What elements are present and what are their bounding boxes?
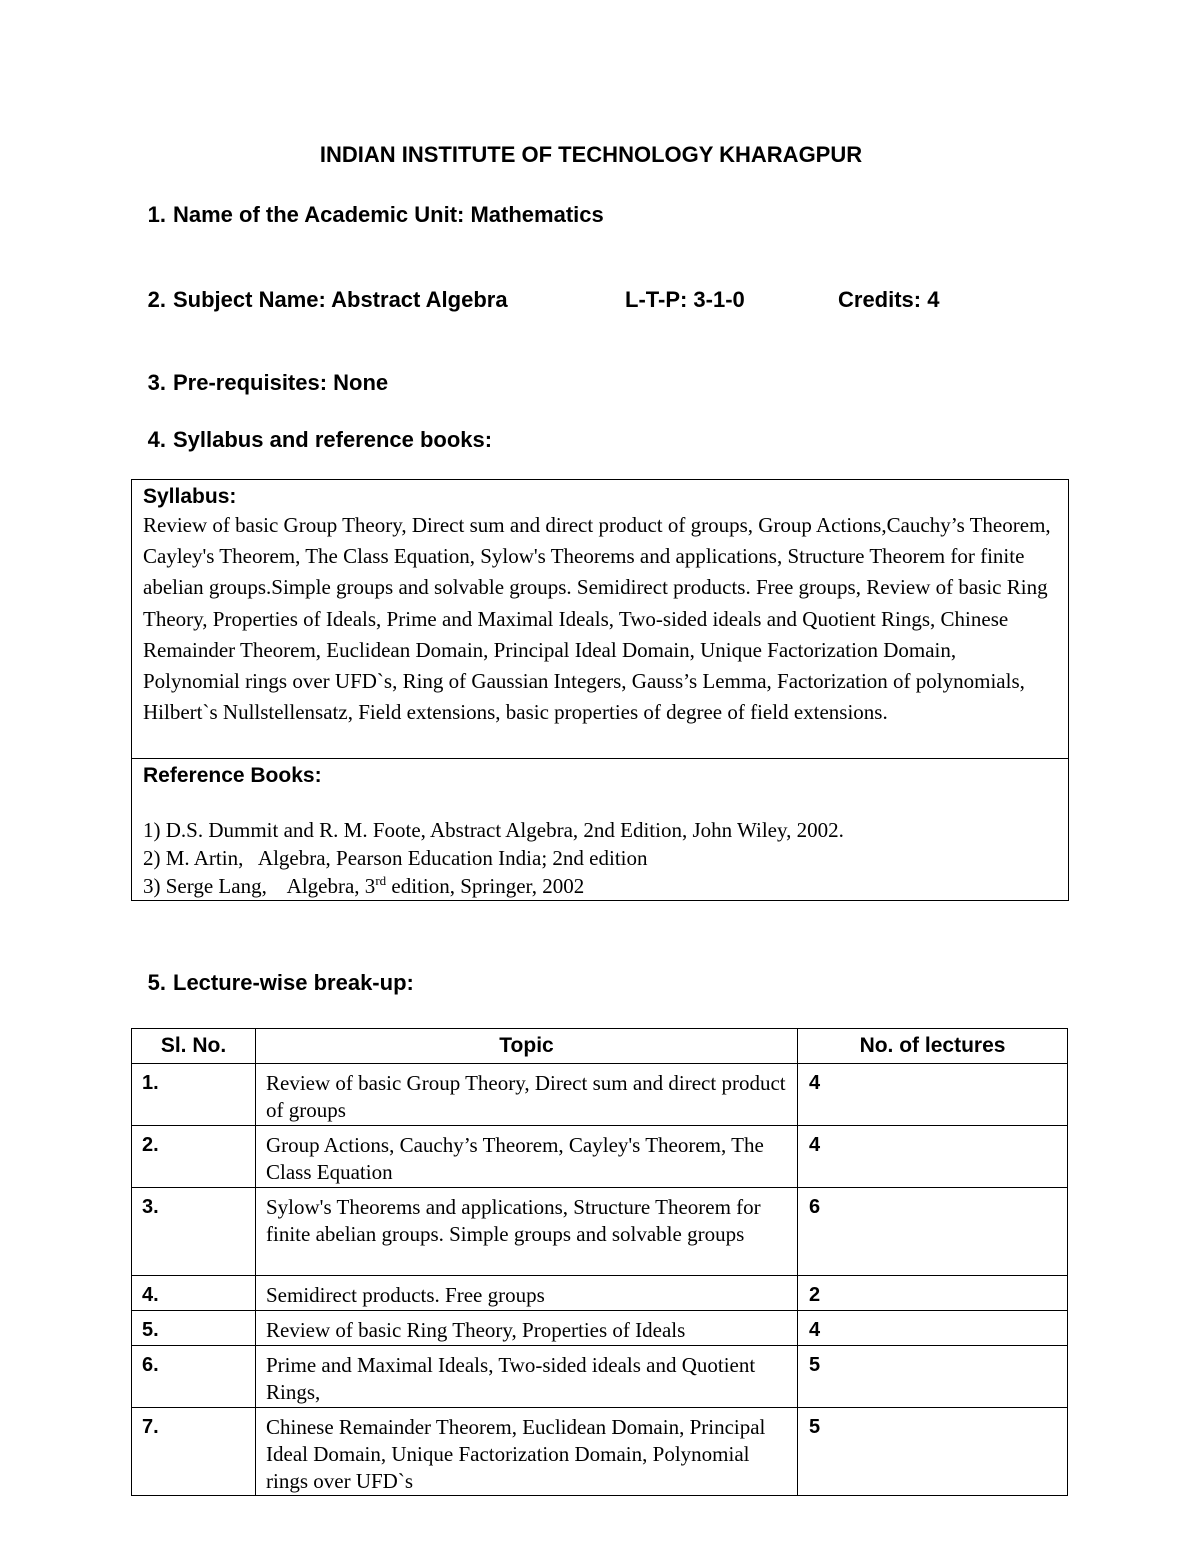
row-sl-no: 1. [132,1064,256,1126]
subject-name-text: Subject Name: Abstract Algebra [173,287,508,312]
header-sl-no: Sl. No. [132,1029,256,1064]
row-sl-no: 3. [132,1188,256,1276]
credits-text: Credits: 4 [838,287,940,312]
table-row [132,1346,1068,1408]
box-divider [132,758,1068,759]
lecture-breakup-text: Lecture-wise break-up: [173,970,414,995]
row-lectures: 6 [798,1188,1068,1276]
table-row [132,1276,1068,1311]
ltp-text: L-T-P: 3-1-0 [625,287,745,312]
item-number: 2. [147,287,166,312]
reference-books-heading: Reference Books: [143,764,322,787]
item-number: 5. [147,970,166,995]
prerequisites-text: Pre-requisites: None [173,370,389,395]
syllabus-box [131,479,1069,901]
row-topic: Chinese Remainder Theorem, Euclidean Domain, Principal Ideal Domain, Unique Factorization Domain, Polynomial rings over UFD`s [256,1408,798,1496]
reference-book-3-rest: edition, Springer, 2002 [386,874,585,898]
table-row [132,1126,1068,1188]
table-row [132,1064,1068,1126]
row-topic: Group Actions, Cauchy’s Theorem, Cayley's Theorem, The Class Equation [256,1126,798,1188]
syllabus-body: Review of basic Group Theory, Direct sum and direct product of groups, Group Actions,Cauchy’s Theorem, Cayley's Theorem, The Class Equation, Sylow's Theorems and applications, Structure Theorem for finite abelian groups.Simple groups and solvable groups. Semidirect products. Free groups, Review of basic Ring Theory, Properties of Ideals, Prime and Maximal Ideals, Two-sided ideals and Quotient Rings, Chinese Remainder Theorem, Euclidean Domain, Principal Ideal Domain, Unique Factorization Domain, Polynomial rings over UFD`s, Ring of Gaussian Integers, Gauss’s Lemma, Factorization of polynomials, Hilbert`s Nullstellensatz, Field extensions, basic properties of degree of field extensions. [143,513,1051,725]
row-sl-no: 5. [132,1311,256,1346]
row-sl-no: 7. [132,1408,256,1496]
row-topic: Semidirect products. Free groups [256,1276,798,1311]
reference-book-3-main: 3) Serge Lang, Algebra, 3 [143,874,376,898]
row-topic: Sylow's Theorems and applications, Structure Theorem for finite abelian groups. Simple groups and solvable groups [256,1188,798,1276]
academic-unit-text: Name of the Academic Unit: Mathematics [173,202,604,227]
row-lectures: 4 [798,1126,1068,1188]
row-topic: Review of basic Group Theory, Direct sum and direct product of groups [256,1064,798,1126]
row-lectures: 4 [798,1311,1068,1346]
lecture-table [131,1028,1068,1496]
item-number: 4. [147,427,166,452]
syllabus-heading: Syllabus: [143,485,237,508]
row-lectures: 5 [798,1408,1068,1496]
item-number: 3. [147,370,166,395]
institute-title: INDIAN INSTITUTE OF TECHNOLOGY KHARAGPUR [319,142,863,167]
table-row [132,1408,1068,1496]
reference-book-3-ordinal: rd [375,873,387,888]
reference-book-1: 1) D.S. Dummit and R. M. Foote, Abstract Algebra, 2nd Edition, John Wiley, 2002. [143,818,844,842]
table-row [132,1188,1068,1276]
row-topic: Review of basic Ring Theory, Properties of Ideals [256,1311,798,1346]
reference-book-2: 2) M. Artin, Algebra, Pearson Education India; 2nd edition [143,846,648,870]
row-sl-no: 2. [132,1126,256,1188]
header-topic: Topic [256,1029,798,1064]
row-lectures: 4 [798,1064,1068,1126]
syllabus-section-text: Syllabus and reference books: [173,427,493,452]
row-topic: Prime and Maximal Ideals, Two-sided ideals and Quotient Rings, [256,1346,798,1408]
item-number: 1. [147,202,166,227]
reference-book-3 [143,874,584,899]
row-sl-no: 4. [132,1276,256,1311]
row-lectures: 5 [798,1346,1068,1408]
table-header-row [132,1029,1068,1064]
table-row [132,1311,1068,1346]
row-sl-no: 6. [132,1346,256,1408]
header-lectures: No. of lectures [798,1029,1068,1064]
row-lectures: 2 [798,1276,1068,1311]
